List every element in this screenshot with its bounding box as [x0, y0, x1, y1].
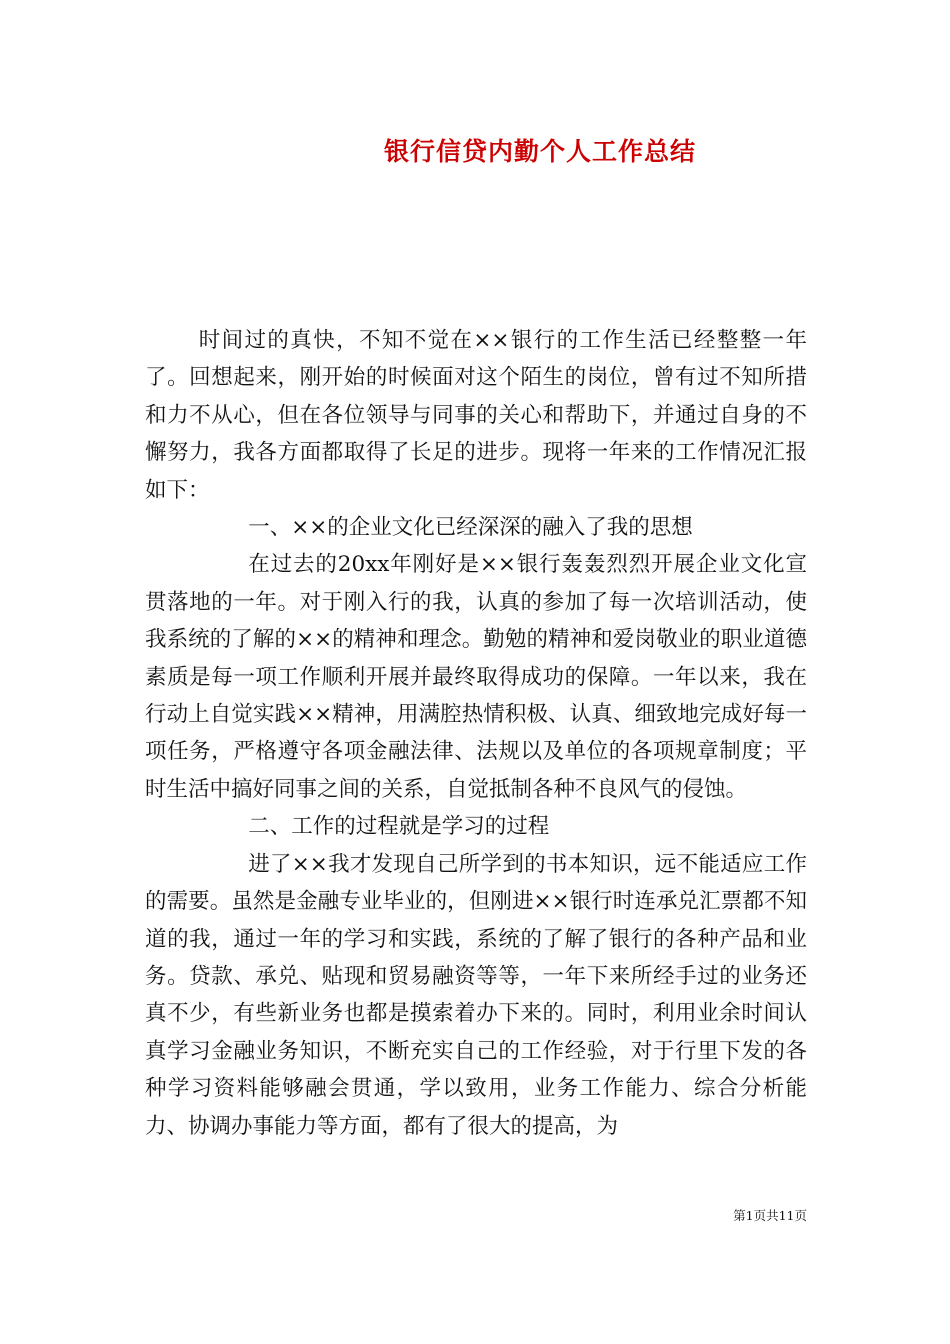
paragraph-section-2: 进了××我才发现自己所学到的书本知识，远不能适应工作的需要。虽然是金融专业毕业的，但刚进××银行时连承兑汇票都不知道的我，通过一年的学习和实践，系统的了解了银行的各种产品和业务。贷款、承兑、贴现和贸易融资等等，一年下来所经手过的业务还真不少，有些新业务也都是摸索着办下来的。同时，利用业余时间认真学习金融业务知识，不断充实自己的工作经验，对于行里下发的各种学习资料能够融会贯通，学以致用，业务工作能力、综合分析能力、协调办事能力等方面，都有了很大的提高，为	[145, 851, 807, 1139]
paragraph-intro: 时间过的真快，不知不觉在××银行的工作生活已经整整一年了。回想起来，刚开始的时候面对这个陌生的岗位，曾有过不知所措和力不从心，但在各位领导与同事的关心和帮助下，并通过自身的不懈努力，我各方面都取得了长足的进步。现将一年来的工作情况汇报如下：	[145, 328, 807, 503]
document-body	[145, 322, 807, 1145]
document-title: 银行信贷内勤个人工作总结	[383, 137, 696, 166]
paragraph-section-1: 在过去的20xx年刚好是××银行轰轰烈烈开展企业文化宣贯落地的一年。对于刚入行的我，认真的参加了每一次培训活动，使我系统的了解的××的精神和理念。勤勉的精神和爱岗敬业的职业道德素质是每一项工作顺利开展并最终取得成功的保障。一年以来，我在行动上自觉实践××精神，用满腔热情积极、认真、细致地完成好每一项任务，严格遵守各项金融法律、法规以及单位的各项规章制度；平时生活中搞好同事之间的关系，自觉抵制各种不良风气的侵蚀。	[145, 552, 807, 802]
page-number-footer: 第1页共11页	[733, 1208, 807, 1223]
section-heading-2: 二、工作的过程就是学习的过程	[248, 814, 550, 840]
section-heading-1: 一、××的企业文化已经深深的融入了我的思想	[248, 515, 693, 541]
